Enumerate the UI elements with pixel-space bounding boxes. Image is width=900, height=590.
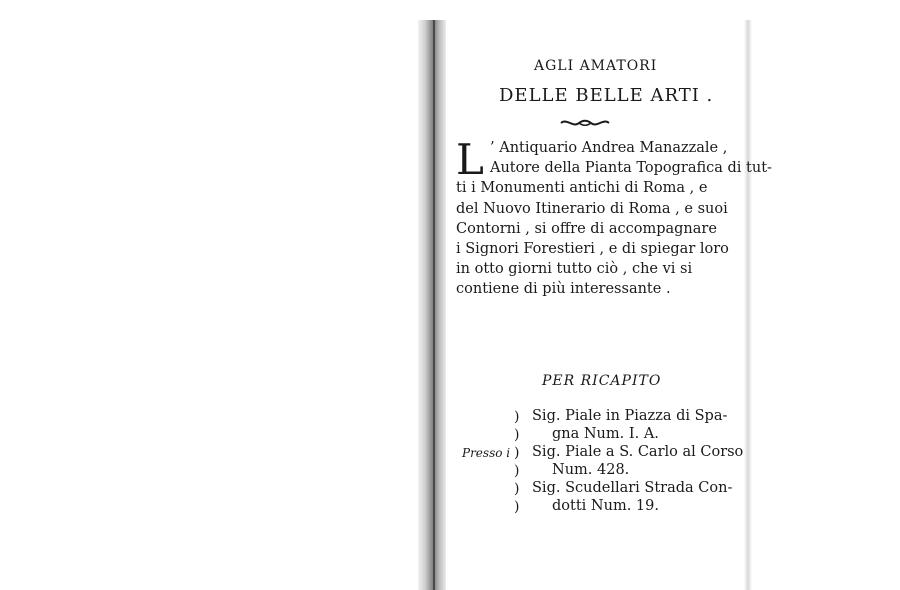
address-line: gna Num. I. A. [552,426,659,442]
text-line: contiene di più interessante . [456,281,671,298]
brace-mark: ) [514,463,520,479]
drop-cap: L [456,135,484,184]
text-line: ’ Antiquario Andrea Manazzale , [490,140,728,156]
brace-mark: ) [514,481,520,497]
announcement-text [456,135,772,300]
text-line: i Signori Forestieri , e di spiegar loro [456,241,729,258]
text-line: in otto giorni tutto ciò , che vi si [456,261,693,278]
address-line: Sig. Scudellari Strada Con- [532,480,733,496]
ornament-flourish [559,117,611,129]
address-line: dotti Num. 19. [552,498,659,514]
text-line: ti i Monumenti antichi di Roma , e [456,180,708,197]
text-line: del Nuovo Itinerario di Roma , e suoi [456,200,728,217]
brace-mark: ) [514,427,520,443]
address-line: Sig. Piale a S. Carlo al Corso [532,444,744,460]
right-page [446,20,772,590]
header-line-1: AGLI AMATORI [534,58,658,74]
page-edge [744,20,752,590]
text-line: Contorni , si offre di accompagnare [456,220,717,237]
book-gutter [418,20,446,590]
blank-left-page [0,0,425,590]
address-line: Num. 428. [552,462,630,478]
brace-mark: ) [514,445,520,461]
gutter-fold-line [433,20,435,590]
brace-mark: ) [514,409,520,425]
brace-mark: ) [514,499,520,515]
text-line: Autore della Pianta Topografica di tut- [490,160,772,177]
ricapito-title: PER RICAPITO [542,373,662,389]
address-list [532,407,742,515]
address-line: Sig. Piale in Piazza di Spa- [532,408,728,424]
header-line-2: DELLE BELLE ARTI . [499,85,714,106]
presso-label: Presso i [462,446,511,460]
